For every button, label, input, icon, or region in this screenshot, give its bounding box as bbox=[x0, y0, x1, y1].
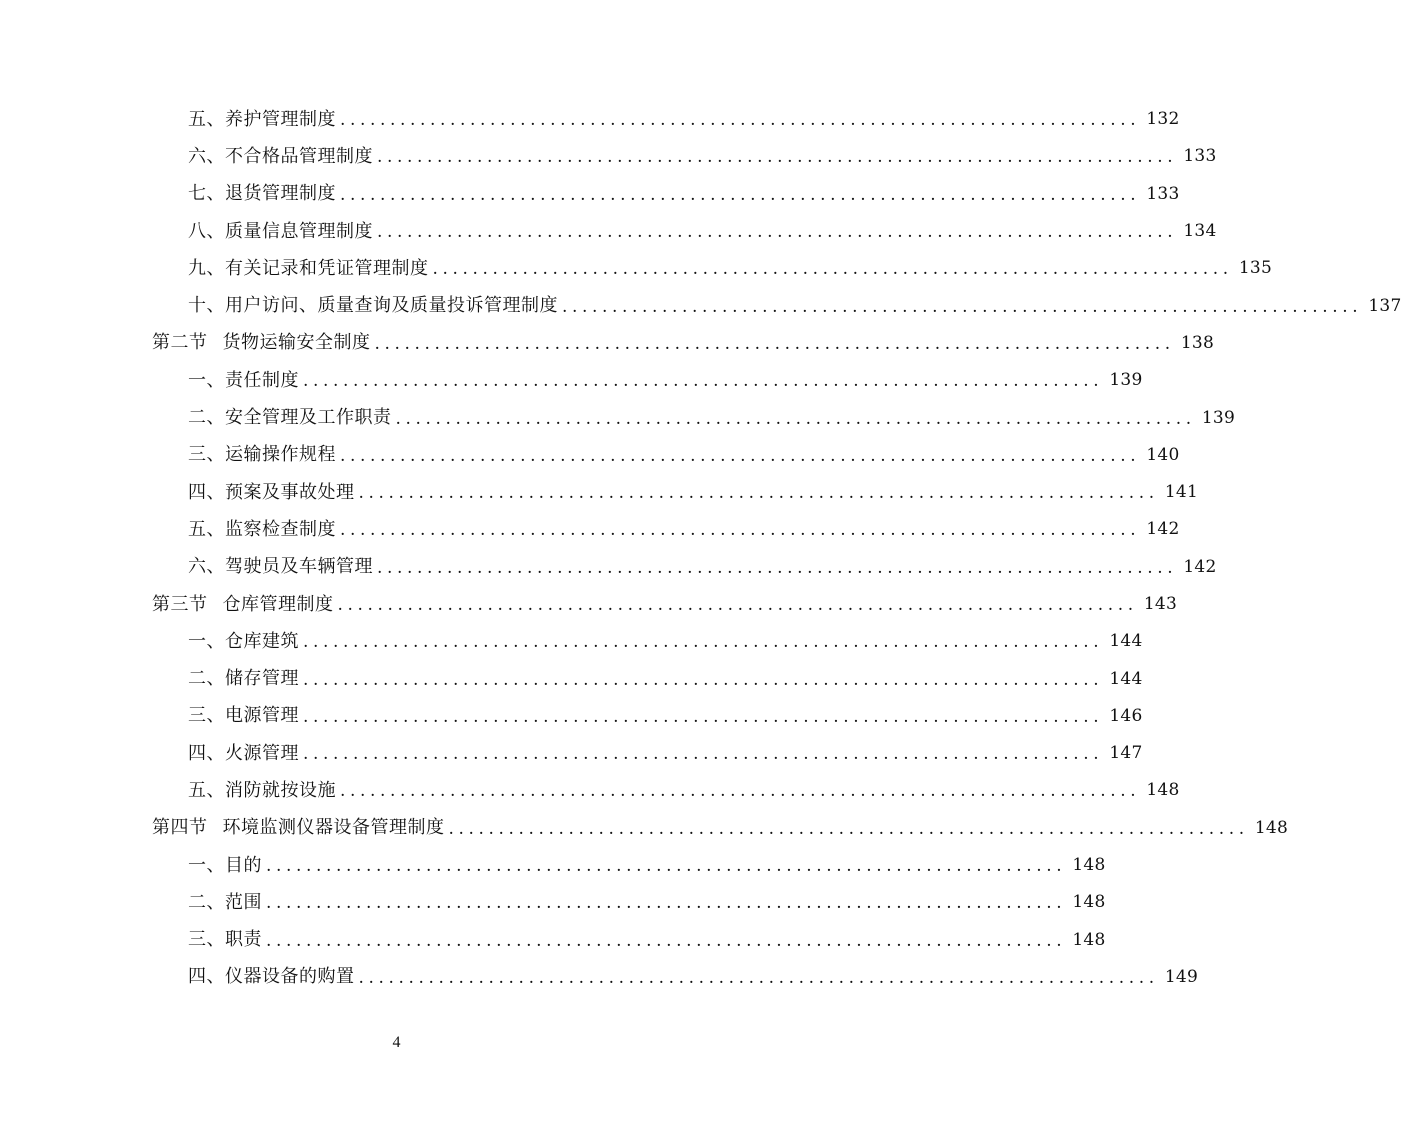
toc-entry-text: 四、火源管理 bbox=[188, 742, 299, 764]
toc-entry[interactable] bbox=[0, 287, 1402, 324]
toc-entry-text: 环境监测仪器设备管理制度 bbox=[222, 817, 445, 839]
toc-page-reference: 142 bbox=[1146, 519, 1180, 540]
toc-entry-text: 三、职责 bbox=[188, 929, 262, 951]
toc-entry-title bbox=[152, 819, 445, 837]
dot-leader: ................................................................................ bbox=[432, 259, 1233, 280]
toc-entry-title bbox=[188, 220, 373, 242]
toc-entry[interactable] bbox=[0, 138, 1217, 175]
toc-entry[interactable] bbox=[0, 511, 1180, 548]
toc-entry-text: 四、仪器设备的购置 bbox=[188, 966, 355, 988]
toc-page-reference: 139 bbox=[1109, 370, 1143, 391]
toc-entry-text: 一、仓库建筑 bbox=[188, 630, 299, 652]
toc-entry-text: 二、储存管理 bbox=[188, 668, 299, 690]
toc-entry-title bbox=[188, 108, 336, 130]
toc-entry-title bbox=[188, 257, 429, 279]
toc-entry-title bbox=[188, 518, 336, 540]
dot-leader: ................................................................................ bbox=[377, 147, 1178, 168]
toc-section-number: 第二节 bbox=[152, 332, 208, 354]
toc-entry-text: 九、有关记录和凭证管理制度 bbox=[188, 257, 429, 279]
toc-entry-title bbox=[188, 145, 373, 167]
toc-page-reference: 148 bbox=[1072, 929, 1106, 950]
toc-entry[interactable] bbox=[0, 623, 1143, 660]
dot-leader: ................................................................................ bbox=[303, 744, 1104, 765]
toc-entry[interactable] bbox=[0, 362, 1143, 399]
toc-entry[interactable] bbox=[0, 847, 1106, 884]
dot-leader: ................................................................................ bbox=[340, 184, 1141, 205]
toc-entry-title bbox=[188, 707, 299, 725]
dot-leader: ................................................................................ bbox=[266, 930, 1067, 951]
toc-entry[interactable] bbox=[0, 250, 1273, 287]
toc-entry-title bbox=[188, 297, 558, 315]
toc-entry[interactable] bbox=[0, 437, 1180, 474]
toc-entry-text: 十、用户访问、质量查询及质量投诉管理制度 bbox=[188, 295, 558, 317]
toc-page-reference: 144 bbox=[1109, 631, 1143, 652]
toc-entry-text: 一、责任制度 bbox=[188, 369, 299, 391]
toc-page-reference: 141 bbox=[1164, 482, 1199, 503]
toc-page-reference: 146 bbox=[1109, 705, 1143, 726]
toc-page-reference: 139 bbox=[1201, 407, 1236, 428]
dot-leader: ................................................................................ bbox=[337, 595, 1138, 615]
toc-entry-text: 六、驾驶员及车辆管理 bbox=[188, 556, 373, 578]
toc-entry-title bbox=[188, 481, 355, 503]
toc-entry[interactable] bbox=[0, 474, 1199, 511]
toc-entry[interactable] bbox=[0, 884, 1106, 921]
dot-leader: ................................................................................ bbox=[448, 818, 1249, 839]
toc-entry-text: 四、预案及事故处理 bbox=[188, 481, 355, 503]
toc-page-reference: 148 bbox=[1072, 855, 1106, 876]
toc-page-reference: 132 bbox=[1146, 109, 1180, 130]
toc-entry-title bbox=[152, 334, 371, 352]
toc-page-reference: 138 bbox=[1180, 332, 1215, 353]
dot-leader: ................................................................................ bbox=[340, 445, 1141, 466]
toc-entry-text: 三、运输操作规程 bbox=[188, 444, 336, 466]
toc-page-reference: 137 bbox=[1368, 295, 1402, 316]
dot-leader: ................................................................................ bbox=[374, 333, 1175, 354]
toc-entry-title bbox=[188, 854, 262, 876]
toc-entry-title bbox=[188, 185, 336, 203]
toc-page-reference: 143 bbox=[1143, 594, 1178, 614]
toc-entry-text: 三、电源管理 bbox=[188, 705, 299, 727]
dot-leader: ................................................................................ bbox=[340, 520, 1141, 541]
toc-page-reference: 148 bbox=[1146, 780, 1180, 801]
toc-entry-title bbox=[188, 409, 392, 427]
dot-leader: ................................................................................ bbox=[377, 222, 1178, 243]
toc-entry-text: 一、目的 bbox=[188, 854, 262, 876]
toc-entry-title bbox=[152, 593, 334, 615]
toc-entry-text: 货物运输安全制度 bbox=[222, 332, 371, 354]
toc-page-reference: 133 bbox=[1183, 146, 1217, 167]
dot-leader: ................................................................................ bbox=[303, 706, 1104, 727]
toc-entry-title bbox=[188, 630, 299, 652]
toc-entry[interactable] bbox=[0, 922, 1106, 959]
toc-page-reference: 149 bbox=[1164, 966, 1199, 987]
toc-page-reference: 147 bbox=[1109, 743, 1143, 764]
dot-leader: ................................................................................ bbox=[303, 632, 1104, 653]
toc-entry-title bbox=[188, 558, 373, 576]
toc-entry-text: 二、范围 bbox=[188, 891, 262, 913]
toc-entry[interactable] bbox=[0, 549, 1217, 586]
dot-leader: ................................................................................ bbox=[340, 781, 1141, 802]
toc-entry-title bbox=[188, 446, 336, 464]
toc-entry-title bbox=[188, 369, 299, 391]
toc-entry-text: 八、质量信息管理制度 bbox=[188, 220, 373, 242]
toc-entry[interactable] bbox=[0, 213, 1217, 250]
dot-leader: ................................................................................ bbox=[340, 110, 1141, 131]
toc-page-reference: 148 bbox=[1072, 892, 1106, 913]
toc-entry-title bbox=[188, 670, 299, 688]
toc-page-reference: 140 bbox=[1146, 444, 1180, 465]
toc-entry[interactable] bbox=[0, 399, 1236, 436]
table-of-contents bbox=[0, 101, 1402, 996]
toc-entry[interactable] bbox=[0, 101, 1180, 138]
toc-page-reference: 134 bbox=[1183, 221, 1217, 242]
toc-entry-text: 五、监察检查制度 bbox=[188, 518, 336, 540]
toc-entry-title bbox=[188, 891, 262, 913]
dot-leader: ................................................................................ bbox=[358, 483, 1159, 504]
toc-entry-text: 五、养护管理制度 bbox=[188, 108, 336, 130]
toc-entry[interactable] bbox=[0, 959, 1199, 996]
toc-page-reference: 133 bbox=[1146, 183, 1180, 204]
toc-page-reference: 148 bbox=[1254, 817, 1289, 838]
toc-section-entry[interactable] bbox=[0, 810, 1289, 847]
toc-entry[interactable] bbox=[0, 698, 1143, 735]
page-number: 4 bbox=[392, 1034, 401, 1051]
dot-leader: ................................................................................ bbox=[303, 669, 1104, 690]
toc-entry-title bbox=[188, 742, 299, 764]
toc-page-reference: 142 bbox=[1183, 556, 1217, 577]
toc-entry-text: 六、不合格品管理制度 bbox=[188, 145, 373, 167]
dot-leader: ................................................................................ bbox=[562, 296, 1363, 317]
toc-entry-text: 仓库管理制度 bbox=[222, 593, 334, 615]
toc-entry-text: 二、安全管理及工作职责 bbox=[188, 407, 392, 429]
toc-section-entry[interactable] bbox=[0, 586, 1178, 623]
toc-entry-title bbox=[188, 968, 355, 986]
toc-entry[interactable] bbox=[0, 660, 1143, 697]
toc-entry[interactable] bbox=[0, 176, 1180, 213]
dot-leader: ................................................................................ bbox=[358, 967, 1159, 988]
toc-section-entry[interactable] bbox=[0, 325, 1215, 362]
dot-leader: ................................................................................ bbox=[395, 408, 1196, 429]
toc-section-number: 第三节 bbox=[152, 593, 208, 615]
toc-entry-title bbox=[188, 779, 336, 801]
toc-entry[interactable] bbox=[0, 772, 1180, 809]
toc-entry-text: 七、退货管理制度 bbox=[188, 183, 336, 205]
dot-leader: ................................................................................ bbox=[266, 893, 1067, 914]
toc-entry-text: 五、消防就按设施 bbox=[188, 779, 336, 801]
toc-entry-title bbox=[188, 931, 262, 949]
dot-leader: ................................................................................ bbox=[377, 557, 1178, 578]
toc-page-reference: 135 bbox=[1238, 258, 1273, 279]
dot-leader: ................................................................................ bbox=[266, 856, 1067, 877]
toc-entry[interactable] bbox=[0, 735, 1143, 772]
toc-page-reference: 144 bbox=[1109, 668, 1143, 689]
toc-section-number: 第四节 bbox=[152, 817, 208, 839]
dot-leader: ................................................................................ bbox=[303, 371, 1104, 392]
